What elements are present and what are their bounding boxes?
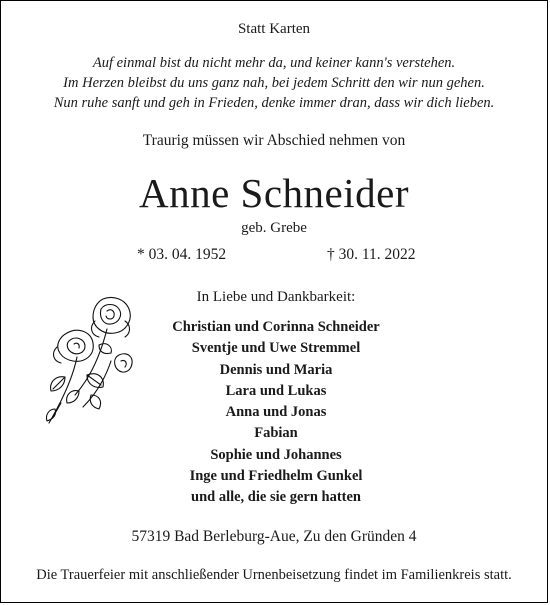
list-item: Inge und Friedhelm Gunkel [189, 468, 363, 485]
list-item: Sventje und Uwe Stremmel [191, 340, 361, 357]
poem-line-3: Nun ruhe sanft und geh in Frieden, denke immer dran, dass wir dich lieben. [53, 95, 495, 111]
address-line: 57319 Bad Berleburg-Aue, Zu den Gründen 4 [131, 528, 417, 545]
deceased-name: Anne Schneider [139, 170, 409, 216]
notice-header: Statt Karten [237, 21, 311, 37]
list-item: Lara und Lukas [225, 382, 327, 399]
poem-line-1: Auf einmal bist du nicht mehr da, und keiner kann's verstehen. [92, 55, 456, 71]
thanks-line: In Liebe und Dankbarkeit: [196, 289, 356, 305]
list-item: Fabian [254, 425, 298, 442]
death-date: † 30. 11. 2022 [327, 246, 416, 263]
funeral-note: Die Trauerfeier mit anschließender Urnenbeisetzung findet im Familienkreis statt. [36, 567, 512, 583]
list-item: und alle, die sie gern hatten [191, 489, 361, 506]
maiden-name: geb. Grebe [241, 220, 307, 236]
list-item: Dennis und Maria [219, 361, 333, 378]
mourners-list [91, 317, 461, 509]
poem-line-2: Im Herzen bleibst du uns ganz nah, bei jedem Schritt den wir nun gehen. [63, 75, 485, 91]
list-item: Christian und Corinna Schneider [172, 319, 380, 335]
birth-date: * 03. 04. 1952 [137, 246, 227, 263]
list-item: Anna und Jonas [225, 404, 327, 421]
farewell-intro: Traurig müssen wir Abschied nehmen von [142, 132, 406, 149]
list-item: Sophie und Johannes [210, 446, 342, 463]
